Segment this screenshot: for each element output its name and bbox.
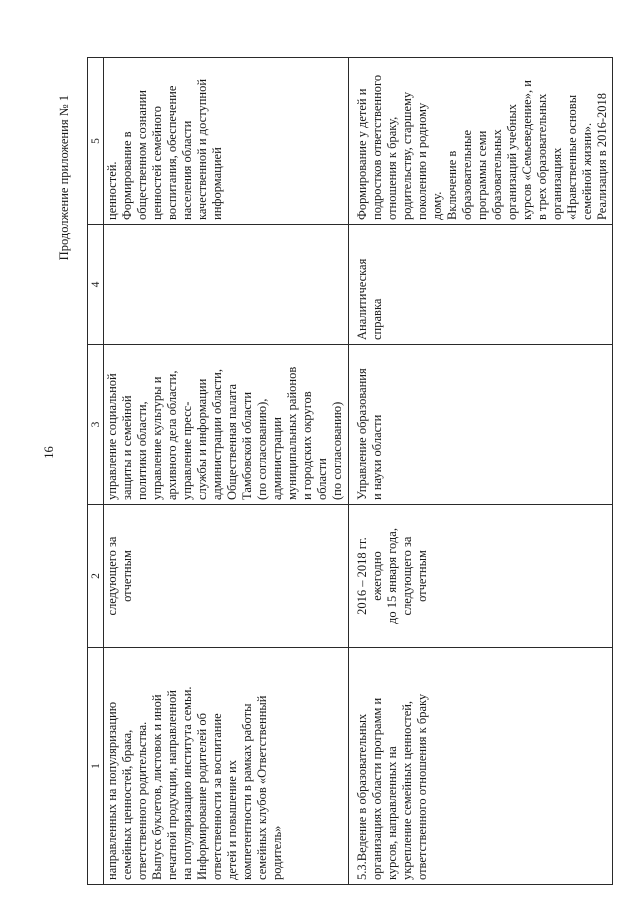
- cell-deadline: 2016 – 2018 гг. ежегодно до 15 января года, следующего за отчетным: [349, 505, 613, 648]
- cell-report-form: [104, 225, 349, 345]
- cell-expected-result: Формирование у детей и подростков ответственного отношения к браку, родительству, старшему поколению и родному дому. Включение в образовательные программы семи образовательных организаций учебных курсов «Семьеведение», и в трех образовательных организациях «Нравственные основы семейной жизни». Реализация в 2016-2018: [349, 58, 613, 225]
- column-number-5: 5: [88, 58, 104, 225]
- continuation-label: Продолжение приложения № 1: [57, 95, 71, 261]
- cell-responsible: Управление образования и науки области: [349, 345, 613, 505]
- table-row: [104, 58, 349, 885]
- column-number-1: 1: [88, 648, 104, 885]
- cell-measure-description: направленных на популяризацию семейных ценностей, брака, ответственного родительства. Выпуск буклетов, листовок и иной печатной продукции, направленной на популяризацию института семьи. Информирование родителей об ответственности за воспитание детей и повышение их компетентности в рамках работы семейных клубов «Ответственный родитель»: [104, 648, 349, 885]
- column-number-row: [88, 58, 104, 885]
- table-row: [349, 58, 613, 885]
- cell-measure-description: 5.3.Ведение в образовательных организациях области программ и курсов, направленных на укрепление семейных ценностей, ответственного отношения к браку: [349, 648, 613, 885]
- cell-expected-result: ценностей. Формирование в общественном сознании ценностей семейного воспитания, обеспечение населения области качественной и доступной информацией: [104, 58, 349, 225]
- cell-responsible: управление социальной защиты и семейной политики области, управление культуры и архивного дела области, управление пресс- службы и информации администрации области, Общественная палата Тамбовской области (по согласованию), администрации муниципальных районов и городских округов области (по согласованию): [104, 345, 349, 505]
- cell-deadline: следующего за отчетным: [104, 505, 349, 648]
- cell-report-form: Аналитическая справка: [349, 225, 613, 345]
- column-number-2: 2: [88, 505, 104, 648]
- column-number-4: 4: [88, 225, 104, 345]
- column-number-3: 3: [88, 345, 104, 505]
- page-number: 16: [42, 446, 56, 459]
- measures-table: [87, 57, 613, 885]
